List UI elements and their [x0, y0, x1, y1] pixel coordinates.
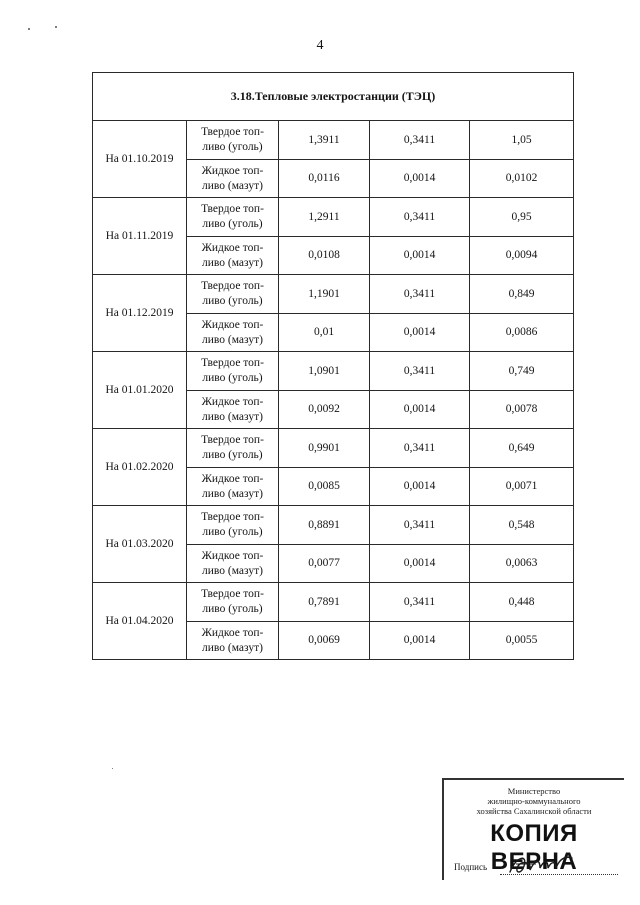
value-cell-3: 0,0063	[470, 545, 574, 583]
fuel-type-cell	[187, 545, 279, 583]
fuel-type-line-1: Жидкое топ-	[201, 626, 264, 639]
value-cell-2: 0,0014	[370, 545, 470, 583]
value-cell-3: 0,749	[470, 352, 574, 391]
fuel-type-cell	[187, 160, 279, 198]
fuel-type-line-2: ливо (уголь)	[202, 449, 263, 461]
fuel-type-cell	[187, 314, 279, 352]
page-number: 4	[316, 38, 324, 53]
value-cell-2: 0,0014	[370, 314, 470, 352]
value-cell-2: 0,3411	[370, 352, 470, 391]
value-cell-1: 0,01	[279, 314, 370, 352]
table-row	[93, 198, 574, 237]
fuel-type-line-1: Твердое топ-	[201, 357, 264, 369]
date-cell: На 01.04.2020	[93, 583, 187, 660]
value-cell-2: 0,0014	[370, 237, 470, 275]
table-caption-row	[93, 73, 574, 121]
fuel-type-line-2: ливо (уголь)	[202, 603, 263, 615]
certified-copy-stamp	[442, 778, 624, 880]
value-cell-2: 0,3411	[370, 198, 470, 237]
date-cell: На 01.10.2019	[93, 121, 187, 198]
value-cell-2: 0,0014	[370, 160, 470, 198]
fuel-type-line-1: Жидкое топ-	[201, 241, 264, 254]
value-cell-3: 0,0086	[470, 314, 574, 352]
fuel-type-cell	[187, 583, 279, 622]
fuel-type-line-1: Твердое топ-	[201, 203, 264, 215]
fuel-type-cell	[187, 429, 279, 468]
table-row	[93, 583, 574, 622]
fuel-type-line-2: ливо (мазут)	[202, 487, 263, 500]
fuel-type-line-2: ливо (уголь)	[202, 526, 263, 538]
fuel-type-line-2: ливо (мазут)	[202, 410, 263, 423]
date-cell: На 01.01.2020	[93, 352, 187, 429]
fuel-type-cell	[187, 237, 279, 275]
table-row	[93, 352, 574, 391]
fuel-type-line-2: ливо (уголь)	[202, 218, 263, 230]
table-caption: 3.18.Тепловые электростанции (ТЭЦ)	[93, 73, 574, 121]
scan-speck	[55, 26, 57, 28]
date-cell: На 01.11.2019	[93, 198, 187, 275]
table-row	[93, 506, 574, 545]
table-row	[93, 121, 574, 160]
value-cell-3: 0,0094	[470, 237, 574, 275]
fuel-type-line-1: Жидкое топ-	[201, 472, 264, 485]
scan-speck	[112, 768, 113, 769]
fuel-type-line-1: Жидкое топ-	[201, 395, 264, 408]
value-cell-1: 0,0069	[279, 622, 370, 660]
fuel-type-line-1: Твердое топ-	[201, 511, 264, 523]
value-cell-1: 1,3911	[279, 121, 370, 160]
fuel-type-line-2: ливо (мазут)	[202, 641, 263, 654]
value-cell-2: 0,3411	[370, 121, 470, 160]
stamp-title: КОПИЯ ВЕРНА	[490, 820, 578, 875]
value-cell-3: 0,95	[470, 198, 574, 237]
fuel-type-line-1: Жидкое топ-	[201, 164, 264, 177]
value-cell-1: 1,0901	[279, 352, 370, 391]
value-cell-1: 0,0092	[279, 391, 370, 429]
stamp-signature-row	[454, 856, 622, 878]
fuel-type-cell	[187, 352, 279, 391]
fuel-type-line-1: Твердое топ-	[201, 434, 264, 446]
fuel-type-line-1: Жидкое топ-	[201, 549, 264, 562]
fuel-reserve-table	[92, 72, 574, 660]
table-row	[93, 275, 574, 314]
handwritten-signature	[506, 852, 576, 878]
fuel-type-line-2: ливо (уголь)	[202, 295, 263, 307]
value-cell-2: 0,3411	[370, 506, 470, 545]
date-cell: На 01.12.2019	[93, 275, 187, 352]
stamp-ministry-line-3: хозяйства Сахалинской области	[476, 806, 592, 816]
value-cell-3: 0,448	[470, 583, 574, 622]
stamp-ministry-line-2: жилищно-коммунального	[487, 796, 581, 806]
fuel-type-line-2: ливо (мазут)	[202, 179, 263, 192]
fuel-type-cell	[187, 121, 279, 160]
fuel-type-line-2: ливо (мазут)	[202, 564, 263, 577]
value-cell-2: 0,3411	[370, 275, 470, 314]
table-row	[93, 429, 574, 468]
value-cell-2: 0,3411	[370, 429, 470, 468]
fuel-type-line-2: ливо (мазут)	[202, 333, 263, 346]
value-cell-3: 0,0071	[470, 468, 574, 506]
scan-speck	[28, 28, 30, 30]
date-cell: На 01.02.2020	[93, 429, 187, 506]
value-cell-3: 0,649	[470, 429, 574, 468]
value-cell-2: 0,0014	[370, 622, 470, 660]
value-cell-3: 0,0078	[470, 391, 574, 429]
fuel-type-cell	[187, 198, 279, 237]
value-cell-1: 1,1901	[279, 275, 370, 314]
fuel-type-line-1: Твердое топ-	[201, 126, 264, 138]
value-cell-3: 1,05	[470, 121, 574, 160]
value-cell-1: 0,0108	[279, 237, 370, 275]
value-cell-3: 0,0055	[470, 622, 574, 660]
value-cell-3: 0,548	[470, 506, 574, 545]
date-cell: На 01.03.2020	[93, 506, 187, 583]
fuel-type-cell	[187, 391, 279, 429]
value-cell-1: 0,7891	[279, 583, 370, 622]
fuel-type-line-1: Твердое топ-	[201, 588, 264, 600]
table-body	[93, 73, 574, 660]
fuel-type-cell	[187, 468, 279, 506]
fuel-type-line-1: Жидкое топ-	[201, 318, 264, 331]
value-cell-1: 1,2911	[279, 198, 370, 237]
fuel-type-line-2: ливо (мазут)	[202, 256, 263, 269]
fuel-type-cell	[187, 275, 279, 314]
stamp-signature-label: Подпись	[454, 862, 488, 872]
fuel-type-line-2: ливо (уголь)	[202, 141, 263, 153]
value-cell-2: 0,0014	[370, 468, 470, 506]
fuel-type-cell	[187, 622, 279, 660]
fuel-type-line-1: Твердое топ-	[201, 280, 264, 292]
value-cell-1: 0,0077	[279, 545, 370, 583]
fuel-type-line-2: ливо (уголь)	[202, 372, 263, 384]
value-cell-2: 0,3411	[370, 583, 470, 622]
value-cell-1: 0,0116	[279, 160, 370, 198]
stamp-ministry-line-1: Министерство	[507, 786, 561, 796]
value-cell-1: 0,0085	[279, 468, 370, 506]
value-cell-2: 0,0014	[370, 391, 470, 429]
value-cell-1: 0,8891	[279, 506, 370, 545]
value-cell-1: 0,9901	[279, 429, 370, 468]
fuel-type-cell	[187, 506, 279, 545]
value-cell-3: 0,849	[470, 275, 574, 314]
value-cell-3: 0,0102	[470, 160, 574, 198]
